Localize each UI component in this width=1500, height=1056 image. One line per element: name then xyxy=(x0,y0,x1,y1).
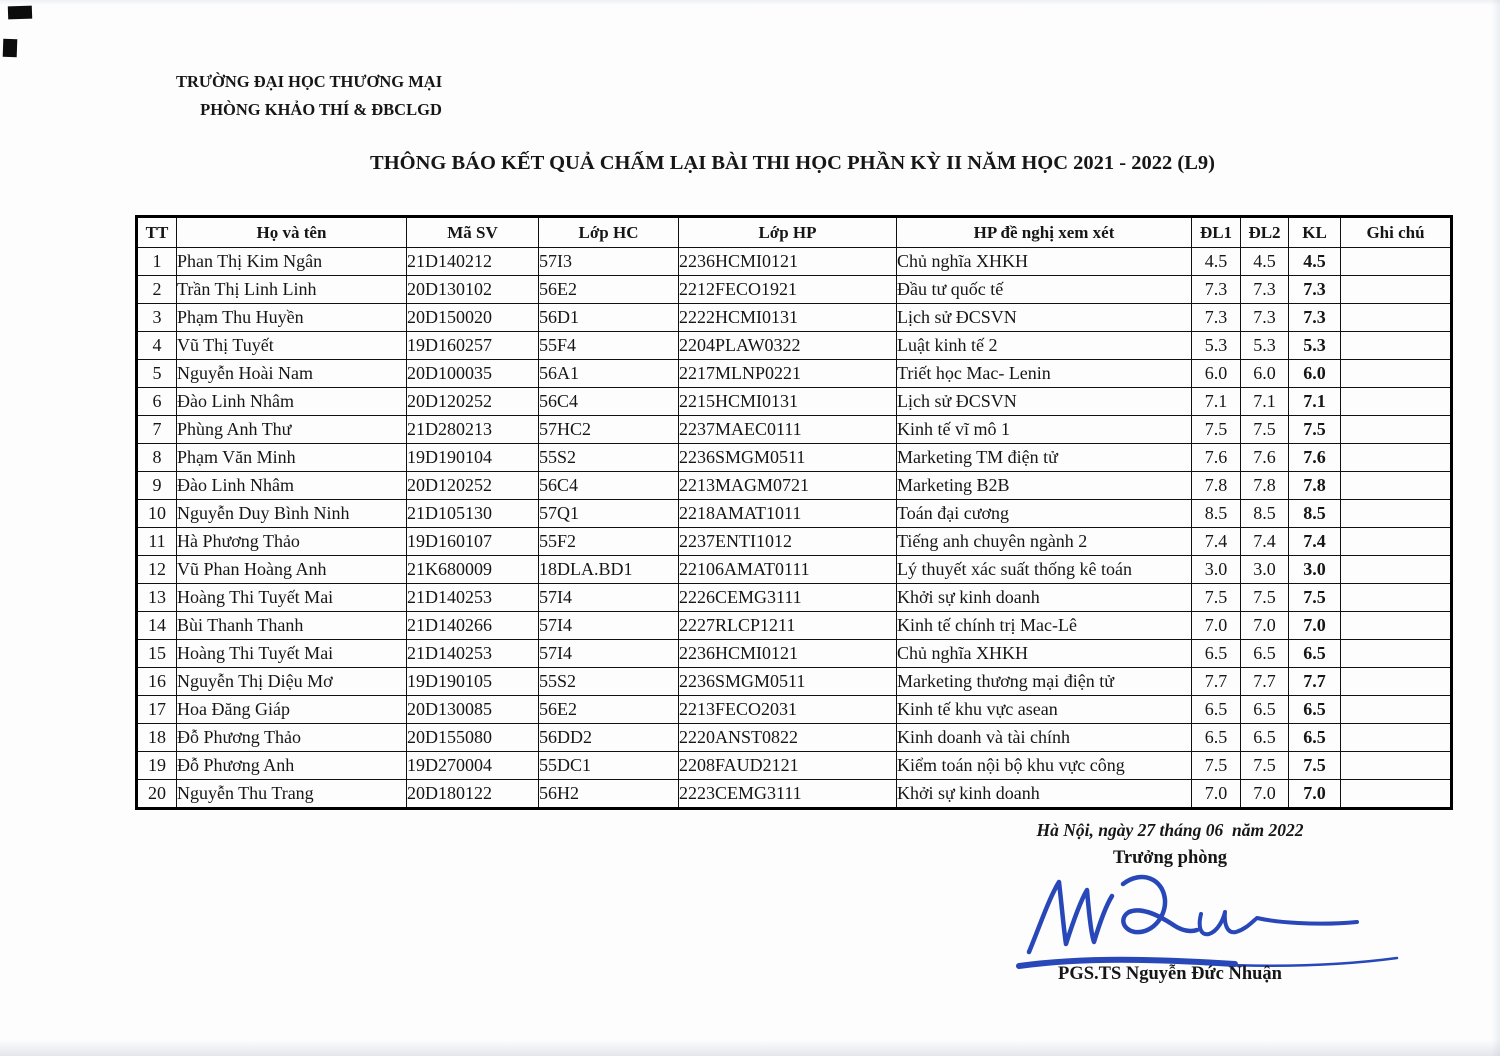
table-row xyxy=(137,584,1452,612)
cell-dl1: 7.7 xyxy=(1192,668,1241,696)
cell-hp-de-nghi-xem-xet: Marketing thương mại điện tử xyxy=(897,668,1192,696)
cell-lop-hc: 56C4 xyxy=(539,388,679,416)
cell-lop-hp: 2227RLCP1211 xyxy=(679,612,897,640)
cell-dl1: 7.1 xyxy=(1192,388,1241,416)
cell-lop-hp: 2223CEMG3111 xyxy=(679,780,897,809)
cell-lop-hc: 56D1 xyxy=(539,304,679,332)
header-dl1: ĐL1 xyxy=(1192,217,1241,248)
cell-dl1: 7.0 xyxy=(1192,780,1241,809)
cell-ma-sv: 19D270004 xyxy=(407,752,539,780)
table-row xyxy=(137,304,1452,332)
cell-ma-sv: 21K680009 xyxy=(407,556,539,584)
cell-kl: 7.5 xyxy=(1289,584,1341,612)
cell-hp-de-nghi-xem-xet: Triết học Mac- Lenin xyxy=(897,360,1192,388)
cell-hp-de-nghi-xem-xet: Khởi sự kinh doanh xyxy=(897,584,1192,612)
cell-dl2: 6.5 xyxy=(1241,724,1289,752)
cell-lop-hp: 22106AMAT0111 xyxy=(679,556,897,584)
cell-dl1: 6.5 xyxy=(1192,696,1241,724)
cell-kl: 7.3 xyxy=(1289,304,1341,332)
cell-dl2: 7.5 xyxy=(1241,584,1289,612)
cell-ho-va-ten: Hoàng Thi Tuyết Mai xyxy=(177,640,407,668)
cell-lop-hc: 55F2 xyxy=(539,528,679,556)
cell-ho-va-ten: Đào Linh Nhâm xyxy=(177,388,407,416)
cell-lop-hp: 2208FAUD2121 xyxy=(679,752,897,780)
cell-dl2: 7.4 xyxy=(1241,528,1289,556)
cell-kl: 7.0 xyxy=(1289,612,1341,640)
cell-dl1: 7.5 xyxy=(1192,416,1241,444)
cell-lop-hp: 2236HCMI0121 xyxy=(679,248,897,276)
cell-ho-va-ten: Nguyễn Thu Trang xyxy=(177,780,407,809)
cell-dl1: 5.3 xyxy=(1192,332,1241,360)
cell-hp-de-nghi-xem-xet: Lịch sử ĐCSVN xyxy=(897,388,1192,416)
cell-hp-de-nghi-xem-xet: Kinh tế khu vực asean xyxy=(897,696,1192,724)
cell-tt: 6 xyxy=(137,388,177,416)
table-row xyxy=(137,332,1452,360)
table-row xyxy=(137,500,1452,528)
cell-ghi-chu xyxy=(1341,528,1452,556)
cell-ho-va-ten: Đào Linh Nhâm xyxy=(177,472,407,500)
cell-ma-sv: 20D100035 xyxy=(407,360,539,388)
cell-dl2: 7.8 xyxy=(1241,472,1289,500)
cell-tt: 19 xyxy=(137,752,177,780)
header-kl: KL xyxy=(1289,217,1341,248)
header-hp-de-nghi-xem-xet: HP đề nghị xem xét xyxy=(897,217,1192,248)
cell-tt: 7 xyxy=(137,416,177,444)
cell-kl: 7.3 xyxy=(1289,276,1341,304)
cell-ma-sv: 21D140253 xyxy=(407,640,539,668)
table-row xyxy=(137,780,1452,809)
cell-kl: 7.7 xyxy=(1289,668,1341,696)
cell-dl1: 7.3 xyxy=(1192,304,1241,332)
cell-dl2: 6.0 xyxy=(1241,360,1289,388)
cell-ma-sv: 19D190105 xyxy=(407,668,539,696)
scan-artifact-mark xyxy=(3,39,18,57)
cell-ghi-chu xyxy=(1341,276,1452,304)
cell-ghi-chu xyxy=(1341,668,1452,696)
cell-tt: 12 xyxy=(137,556,177,584)
cell-kl: 6.5 xyxy=(1289,724,1341,752)
header-ho-va-ten: Họ và tên xyxy=(177,217,407,248)
cell-kl: 3.0 xyxy=(1289,556,1341,584)
cell-kl: 7.5 xyxy=(1289,752,1341,780)
cell-hp-de-nghi-xem-xet: Toán đại cương xyxy=(897,500,1192,528)
cell-kl: 6.5 xyxy=(1289,640,1341,668)
cell-ghi-chu xyxy=(1341,444,1452,472)
cell-kl: 7.0 xyxy=(1289,780,1341,809)
cell-ghi-chu xyxy=(1341,472,1452,500)
cell-lop-hc: 55F4 xyxy=(539,332,679,360)
cell-dl1: 6.5 xyxy=(1192,640,1241,668)
document-title: THÔNG BÁO KẾT QUẢ CHẤM LẠI BÀI THI HỌC PHẦN KỲ II NĂM HỌC 2021 - 2022 (L9) xyxy=(370,152,1215,174)
cell-lop-hp: 2218AMAT1011 xyxy=(679,500,897,528)
cell-lop-hc: 55DC1 xyxy=(539,752,679,780)
cell-ho-va-ten: Hoàng Thi Tuyết Mai xyxy=(177,584,407,612)
cell-kl: 7.5 xyxy=(1289,416,1341,444)
cell-ma-sv: 20D155080 xyxy=(407,724,539,752)
cell-ma-sv: 19D160107 xyxy=(407,528,539,556)
cell-tt: 11 xyxy=(137,528,177,556)
cell-dl2: 7.3 xyxy=(1241,304,1289,332)
cell-ghi-chu xyxy=(1341,696,1452,724)
cell-lop-hp: 2212FECO1921 xyxy=(679,276,897,304)
table-row xyxy=(137,360,1452,388)
org-header xyxy=(176,72,466,120)
cell-ho-va-ten: Vũ Phan Hoàng Anh xyxy=(177,556,407,584)
cell-ghi-chu xyxy=(1341,360,1452,388)
cell-dl2: 7.3 xyxy=(1241,276,1289,304)
cell-ho-va-ten: Đỗ Phương Thảo xyxy=(177,724,407,752)
cell-kl: 6.5 xyxy=(1289,696,1341,724)
results-table xyxy=(135,215,1453,810)
cell-dl1: 7.3 xyxy=(1192,276,1241,304)
cell-lop-hc: 57I4 xyxy=(539,640,679,668)
cell-lop-hp: 2204PLAW0322 xyxy=(679,332,897,360)
signer-title: Trưởng phòng xyxy=(1112,848,1228,868)
cell-kl: 7.1 xyxy=(1289,388,1341,416)
cell-lop-hc: 57I4 xyxy=(539,584,679,612)
cell-ghi-chu xyxy=(1341,556,1452,584)
cell-ho-va-ten: Đỗ Phương Anh xyxy=(177,752,407,780)
cell-dl2: 8.5 xyxy=(1241,500,1289,528)
cell-ma-sv: 20D120252 xyxy=(407,388,539,416)
cell-ghi-chu xyxy=(1341,388,1452,416)
cell-kl: 6.0 xyxy=(1289,360,1341,388)
table-row xyxy=(137,668,1452,696)
cell-tt: 10 xyxy=(137,500,177,528)
cell-dl2: 5.3 xyxy=(1241,332,1289,360)
cell-ma-sv: 20D130085 xyxy=(407,696,539,724)
cell-dl1: 6.0 xyxy=(1192,360,1241,388)
table-row xyxy=(137,276,1452,304)
cell-hp-de-nghi-xem-xet: Tiếng anh chuyên ngành 2 xyxy=(897,528,1192,556)
table-row xyxy=(137,696,1452,724)
cell-kl: 4.5 xyxy=(1289,248,1341,276)
signer-name: PGS.TS Nguyễn Đức Nhuận xyxy=(1058,964,1282,984)
cell-ghi-chu xyxy=(1341,640,1452,668)
cell-dl2: 7.5 xyxy=(1241,416,1289,444)
cell-lop-hc: 56E2 xyxy=(539,276,679,304)
cell-lop-hc: 56E2 xyxy=(539,696,679,724)
cell-lop-hc: 56DD2 xyxy=(539,724,679,752)
cell-tt: 13 xyxy=(137,584,177,612)
scan-edge-shading xyxy=(0,1040,1500,1056)
scan-edge-shading xyxy=(1491,0,1500,1056)
cell-dl1: 3.0 xyxy=(1192,556,1241,584)
table-row xyxy=(137,472,1452,500)
cell-lop-hp: 2226CEMG3111 xyxy=(679,584,897,612)
header-dl2: ĐL2 xyxy=(1241,217,1289,248)
cell-dl1: 7.4 xyxy=(1192,528,1241,556)
cell-dl2: 6.5 xyxy=(1241,640,1289,668)
table-row xyxy=(137,444,1452,472)
cell-tt: 2 xyxy=(137,276,177,304)
cell-lop-hp: 2220ANST0822 xyxy=(679,724,897,752)
cell-lop-hc: 57I3 xyxy=(539,248,679,276)
cell-tt: 20 xyxy=(137,780,177,809)
cell-hp-de-nghi-xem-xet: Chủ nghĩa XHKH xyxy=(897,640,1192,668)
cell-tt: 16 xyxy=(137,668,177,696)
cell-hp-de-nghi-xem-xet: Đầu tư quốc tế xyxy=(897,276,1192,304)
cell-tt: 8 xyxy=(137,444,177,472)
cell-lop-hp: 2236SMGM0511 xyxy=(679,444,897,472)
cell-ghi-chu xyxy=(1341,752,1452,780)
header-tt: TT xyxy=(137,217,177,248)
cell-ghi-chu xyxy=(1341,416,1452,444)
cell-ho-va-ten: Vũ Thị Tuyết xyxy=(177,332,407,360)
table-row xyxy=(137,752,1452,780)
cell-dl1: 8.5 xyxy=(1192,500,1241,528)
cell-ma-sv: 19D190104 xyxy=(407,444,539,472)
cell-ho-va-ten: Phan Thị Kim Ngân xyxy=(177,248,407,276)
cell-lop-hc: 56A1 xyxy=(539,360,679,388)
cell-hp-de-nghi-xem-xet: Kinh tế vĩ mô 1 xyxy=(897,416,1192,444)
scan-artifact-mark xyxy=(8,6,32,20)
cell-ghi-chu xyxy=(1341,724,1452,752)
cell-ho-va-ten: Phạm Văn Minh xyxy=(177,444,407,472)
department-name: PHÒNG KHẢO THÍ & ĐBCLGD xyxy=(200,100,442,119)
cell-hp-de-nghi-xem-xet: Lý thuyết xác suất thống kê toán xyxy=(897,556,1192,584)
cell-hp-de-nghi-xem-xet: Khởi sự kinh doanh xyxy=(897,780,1192,809)
cell-dl2: 4.5 xyxy=(1241,248,1289,276)
table-row xyxy=(137,388,1452,416)
cell-lop-hc: 55S2 xyxy=(539,444,679,472)
cell-ghi-chu xyxy=(1341,612,1452,640)
cell-hp-de-nghi-xem-xet: Kinh tế chính trị Mac-Lê xyxy=(897,612,1192,640)
table-row xyxy=(137,416,1452,444)
cell-kl: 8.5 xyxy=(1289,500,1341,528)
scan-edge-shading xyxy=(0,0,1500,5)
cell-dl1: 7.5 xyxy=(1192,752,1241,780)
cell-lop-hp: 2236HCMI0121 xyxy=(679,640,897,668)
cell-hp-de-nghi-xem-xet: Lịch sử ĐCSVN xyxy=(897,304,1192,332)
header-lop-hc: Lớp HC xyxy=(539,217,679,248)
cell-lop-hc: 56H2 xyxy=(539,780,679,809)
cell-ho-va-ten: Hoa Đăng Giáp xyxy=(177,696,407,724)
cell-tt: 1 xyxy=(137,248,177,276)
cell-dl1: 7.6 xyxy=(1192,444,1241,472)
cell-dl2: 7.5 xyxy=(1241,752,1289,780)
cell-ghi-chu xyxy=(1341,780,1452,809)
cell-ho-va-ten: Phạm Thu Huyền xyxy=(177,304,407,332)
cell-dl2: 7.0 xyxy=(1241,780,1289,809)
cell-tt: 17 xyxy=(137,696,177,724)
cell-tt: 18 xyxy=(137,724,177,752)
cell-tt: 4 xyxy=(137,332,177,360)
cell-lop-hc: 18DLA.BD1 xyxy=(539,556,679,584)
table-header-row xyxy=(137,217,1452,248)
cell-ma-sv: 20D180122 xyxy=(407,780,539,809)
cell-tt: 3 xyxy=(137,304,177,332)
cell-dl2: 7.6 xyxy=(1241,444,1289,472)
cell-dl1: 7.5 xyxy=(1192,584,1241,612)
cell-ghi-chu xyxy=(1341,500,1452,528)
cell-hp-de-nghi-xem-xet: Kinh doanh và tài chính xyxy=(897,724,1192,752)
cell-lop-hc: 57Q1 xyxy=(539,500,679,528)
cell-ma-sv: 21D280213 xyxy=(407,416,539,444)
cell-ho-va-ten: Nguyễn Thị Diệu Mơ xyxy=(177,668,407,696)
results-table-body xyxy=(137,248,1452,809)
cell-lop-hc: 57I4 xyxy=(539,612,679,640)
cell-ho-va-ten: Nguyễn Hoài Nam xyxy=(177,360,407,388)
cell-lop-hp: 2213MAGM0721 xyxy=(679,472,897,500)
cell-dl2: 6.5 xyxy=(1241,696,1289,724)
cell-dl1: 4.5 xyxy=(1192,248,1241,276)
cell-lop-hp: 2222HCMI0131 xyxy=(679,304,897,332)
cell-ma-sv: 20D150020 xyxy=(407,304,539,332)
cell-tt: 14 xyxy=(137,612,177,640)
cell-ho-va-ten: Hà Phương Thảo xyxy=(177,528,407,556)
cell-dl2: 7.1 xyxy=(1241,388,1289,416)
cell-lop-hc: 56C4 xyxy=(539,472,679,500)
cell-hp-de-nghi-xem-xet: Marketing TM điện tử xyxy=(897,444,1192,472)
cell-ma-sv: 21D140212 xyxy=(407,248,539,276)
cell-hp-de-nghi-xem-xet: Marketing B2B xyxy=(897,472,1192,500)
cell-ma-sv: 20D130102 xyxy=(407,276,539,304)
cell-ghi-chu xyxy=(1341,248,1452,276)
cell-lop-hp: 2237ENTI1012 xyxy=(679,528,897,556)
cell-ma-sv: 19D160257 xyxy=(407,332,539,360)
cell-ghi-chu xyxy=(1341,304,1452,332)
table-row xyxy=(137,612,1452,640)
cell-hp-de-nghi-xem-xet: Luật kinh tế 2 xyxy=(897,332,1192,360)
cell-lop-hp: 2236SMGM0511 xyxy=(679,668,897,696)
cell-lop-hc: 55S2 xyxy=(539,668,679,696)
cell-dl1: 7.8 xyxy=(1192,472,1241,500)
table-row xyxy=(137,556,1452,584)
cell-kl: 7.4 xyxy=(1289,528,1341,556)
cell-dl2: 7.7 xyxy=(1241,668,1289,696)
cell-ho-va-ten: Trần Thị Linh Linh xyxy=(177,276,407,304)
cell-hp-de-nghi-xem-xet: Kiểm toán nội bộ khu vực công xyxy=(897,752,1192,780)
cell-ghi-chu xyxy=(1341,584,1452,612)
table-row xyxy=(137,528,1452,556)
cell-hp-de-nghi-xem-xet: Chủ nghĩa XHKH xyxy=(897,248,1192,276)
table-row xyxy=(137,724,1452,752)
cell-lop-hp: 2217MLNP0221 xyxy=(679,360,897,388)
cell-lop-hc: 57HC2 xyxy=(539,416,679,444)
cell-ma-sv: 21D140253 xyxy=(407,584,539,612)
cell-tt: 15 xyxy=(137,640,177,668)
cell-dl2: 7.0 xyxy=(1241,612,1289,640)
cell-dl1: 7.0 xyxy=(1192,612,1241,640)
header-lop-hp: Lớp HP xyxy=(679,217,897,248)
cell-kl: 7.8 xyxy=(1289,472,1341,500)
cell-tt: 9 xyxy=(137,472,177,500)
header-ghi-chu: Ghi chú xyxy=(1341,217,1452,248)
cell-lop-hp: 2213FECO2031 xyxy=(679,696,897,724)
table-row xyxy=(137,248,1452,276)
signature-block xyxy=(900,820,1440,869)
cell-ma-sv: 21D105130 xyxy=(407,500,539,528)
cell-ghi-chu xyxy=(1341,332,1452,360)
date-line: Hà Nội, ngày 27 tháng 06 năm 2022 xyxy=(1036,820,1304,840)
cell-lop-hp: 2215HCMI0131 xyxy=(679,388,897,416)
cell-ho-va-ten: Phùng Anh Thư xyxy=(177,416,407,444)
cell-ma-sv: 21D140266 xyxy=(407,612,539,640)
table-row xyxy=(137,640,1452,668)
cell-lop-hp: 2237MAEC0111 xyxy=(679,416,897,444)
header-ma-sv: Mã SV xyxy=(407,217,539,248)
cell-kl: 5.3 xyxy=(1289,332,1341,360)
university-name: TRƯỜNG ĐẠI HỌC THƯƠNG MẠI xyxy=(176,72,443,91)
cell-ma-sv: 20D120252 xyxy=(407,472,539,500)
cell-ho-va-ten: Nguyễn Duy Bình Ninh xyxy=(177,500,407,528)
cell-dl2: 3.0 xyxy=(1241,556,1289,584)
cell-dl1: 6.5 xyxy=(1192,724,1241,752)
cell-tt: 5 xyxy=(137,360,177,388)
cell-kl: 7.6 xyxy=(1289,444,1341,472)
cell-ho-va-ten: Bùi Thanh Thanh xyxy=(177,612,407,640)
